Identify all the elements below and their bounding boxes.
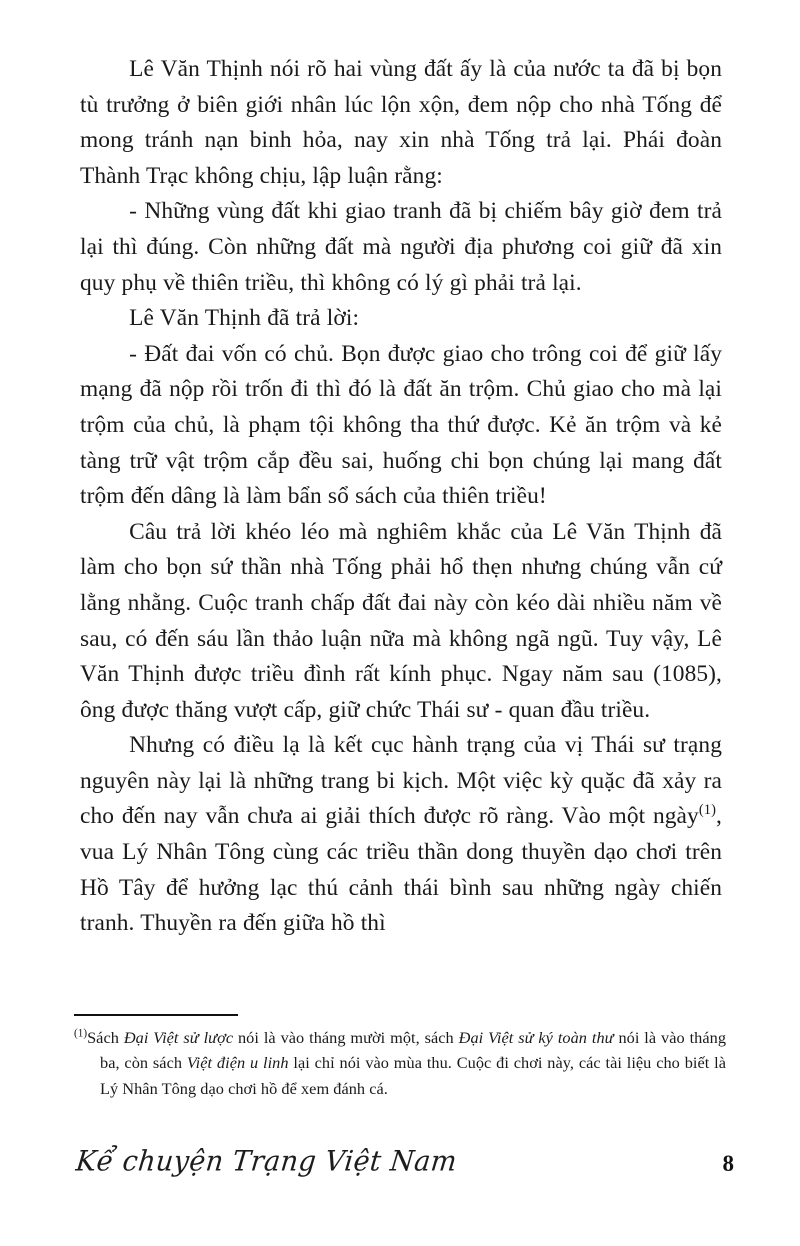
paragraph-6 [80, 728, 722, 942]
footnote-area [74, 1014, 726, 1101]
footnote-segment-1: Sách [87, 1028, 124, 1047]
footnote-number-marker: (1) [74, 1027, 88, 1040]
footnote-1 [74, 1025, 726, 1101]
page-number: 8 [722, 1151, 734, 1176]
footnote-book-title-1: Đại Việt sử lược [123, 1028, 234, 1047]
footnote-book-title-3: Việt điện u linh [186, 1053, 289, 1073]
paragraph-3: Lê Văn Thịnh đã trả lời: [129, 305, 360, 332]
paragraph-6-text-after-footnote-ref: , vua Lý Nhân Tông cùng các triều thần dong thuyền dạo chơi trên Hồ Tây để hưởng lạc thú cảnh thái bình sau những ngày chiến tranh. Thuyền ra đến giữa hồ thì [80, 803, 722, 937]
footnote-book-title-2: Đại Việt sử ký toàn thư [458, 1028, 614, 1047]
paragraph-6-text-before-footnote-ref: Nhưng có điều lạ là kết cục hành trạng của vị Thái sư trạng nguyên này lại là những trang bi kịch. Một việc kỳ quặc đã xảy ra cho đến nay vẫn chưa ai giải thích được rõ ràng. Vào một ngày [80, 732, 722, 830]
footnote-reference-marker[interactable]: (1) [698, 802, 717, 819]
footnote-segment-4: lại chỉ nói vào mùa thu. Cuộc đi chơi này, các tài liệu cho biết là Lý Nhân Tông dạo chơi hồ để xem đánh cá. [100, 1053, 726, 1098]
paragraph-5: Câu trả lời khéo léo mà nghiêm khắc của Lê Văn Thịnh đã làm cho bọn sứ thần nhà Tống phải hổ thẹn nhưng chúng vẫn cứ lằng nhằng. Cuộc tranh chấp đất đai này còn kéo dài nhiều năm về sau, có đến sáu lần thảo luận nữa mà không ngã ngũ. Tuy vậy, Lê Văn Thịnh được triều đình rất kính phục. Ngay năm sau (1085), ông được thăng vượt cấp, giữ chức Thái sư - quan đầu triều. [80, 518, 722, 723]
footnote-separator-rule [74, 1014, 238, 1016]
paragraph-4: - Đất đai vốn có chủ. Bọn được giao cho trông coi để giữ lấy mạng đã nộp rồi trốn đi thì đó là đất ăn trộm. Chủ giao cho mà lại trộm của chủ, là phạm tội không tha thứ được. Kẻ ăn trộm và kẻ tàng trữ vật trộm cắp đều sai, huống chi bọn chúng lại mang đất trộm đến dâng là làm bẩn sổ sách của thiên triều! [80, 340, 722, 510]
paragraph-1: Lê Văn Thịnh nói rõ hai vùng đất ấy là của nước ta đã bị bọn tù trưởng ở biên giới nhân lúc lộn xộn, đem nộp cho nhà Tống để mong tránh nạn binh hỏa, nay xin nhà Tống trả lại. Phái đoàn Thành Trạc không chịu, lập luận rằng: [80, 56, 722, 189]
page-footer [76, 1142, 734, 1196]
running-book-title: Kể chuyện Trạng Việt Nam [74, 1145, 459, 1178]
paragraph-2: - Những vùng đất khi giao tranh đã bị chiếm bây giờ đem trả lại thì đúng. Còn những đất mà người địa phương coi giữ đã xin quy phụ về thiên triều, thì không có lý gì phải trả lại. [80, 198, 722, 296]
page-body-text [80, 52, 722, 942]
footnote-segment-3: nói là vào tháng ba, còn sách [100, 1028, 727, 1073]
footnote-segment-2: nói là vào tháng mười một, sách [233, 1028, 459, 1047]
